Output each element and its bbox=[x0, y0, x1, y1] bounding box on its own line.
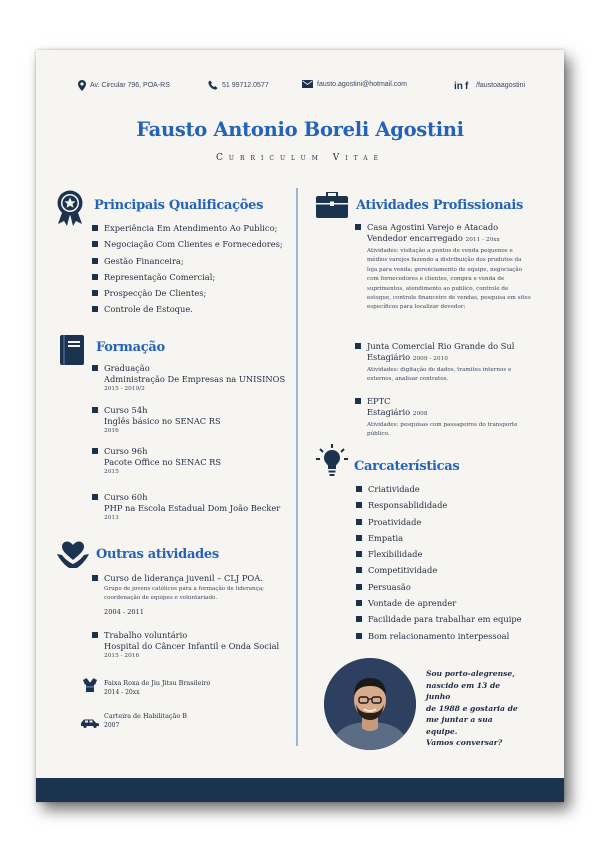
list-item: Bom relacionamento interpessoal bbox=[356, 630, 522, 646]
formacao-item: Curso 60h PHP na Escola Estadual Dom João Becker 2013 bbox=[104, 492, 280, 524]
envelope-icon bbox=[302, 80, 313, 88]
list-item: Flexibilidade bbox=[356, 548, 522, 564]
formacao-item: Graduação Administração De Empresas na UNISINOS 2015 - 2019/2 bbox=[104, 363, 285, 395]
resume-sheet bbox=[36, 50, 564, 802]
svg-text:in: in bbox=[454, 81, 463, 90]
voluntario-item: Trabalho voluntário Hospital do Câncer Infantil e Onda Social 2015 - 2016 bbox=[104, 630, 279, 662]
footer-band bbox=[36, 778, 564, 802]
award-ribbon-icon bbox=[56, 190, 84, 226]
cnh-item: Carteira de Habilitação B 2007 bbox=[104, 712, 187, 729]
atividade-item: Junta Comercial Rio Grande do Sul Estagiário 2009 - 2010 Atividades: digitação de dados, tramites internos e externos, analisar contratos. bbox=[367, 341, 514, 385]
caracteristicas-list bbox=[356, 483, 522, 646]
address-text: Av. Circular 796, POA-RS bbox=[90, 82, 170, 89]
list-item: Responsablididade bbox=[356, 499, 522, 515]
svg-text:f: f bbox=[465, 81, 469, 90]
document-subtitle: Curriculum Vitae bbox=[216, 153, 384, 163]
list-item: Competitividade bbox=[356, 564, 522, 580]
phone-icon bbox=[208, 80, 218, 90]
jiujitsu-item: Faixa Roxa de Jiu Jitsu Brasileiro 2014 - 20xx bbox=[104, 679, 211, 696]
outras-title: Outras atividades bbox=[96, 547, 219, 562]
portrait-illustration bbox=[324, 658, 416, 750]
column-divider bbox=[296, 188, 298, 746]
formacao-item: Curso 96h Pacote Office no SENAC RS 2015 bbox=[104, 446, 221, 478]
list-item: Empatia bbox=[356, 532, 522, 548]
contact-phone bbox=[208, 80, 269, 90]
briefcase-icon bbox=[316, 192, 348, 218]
atividade-item: EPTC Estagiário 2008 Atividades: pesquisas com passageiros do transporte público. bbox=[367, 396, 517, 440]
list-item: Criatividade bbox=[356, 483, 522, 499]
heart-hands-icon bbox=[56, 540, 90, 570]
formacao-item: Curso 54h Inglês básico no SENAC RS 2016 bbox=[104, 405, 221, 437]
lideranca-item: Curso de liderança juvenil – CLJ POA. Grupo de jovens católicos para a formação de liderança; coordenação de equipes e voluntariado. 2004 - 2011 bbox=[104, 573, 264, 618]
phone-text: 51 99712.0577 bbox=[222, 81, 269, 89]
qualificacoes-title: Principais Qualificações bbox=[94, 198, 264, 213]
personal-pitch: Sou porto-alegrense, nascido em 13 de junho de 1988 e gostaria de me juntar a sua equipe. Vamos conversar? bbox=[426, 669, 518, 747]
qualificacoes-list bbox=[92, 222, 283, 320]
contact-social[interactable] bbox=[454, 80, 525, 90]
list-item: Facilidade para trabalhar em equipe bbox=[356, 613, 522, 629]
list-item: Representação Comercial; bbox=[92, 271, 283, 287]
car-icon bbox=[80, 718, 100, 728]
book-icon bbox=[60, 335, 84, 365]
location-pin-icon bbox=[78, 80, 86, 91]
list-item: Vontade de aprender bbox=[356, 597, 522, 613]
list-item: Experiência Em Atendimento Ao Publico; bbox=[92, 222, 283, 238]
list-item: Gestão Financeira; bbox=[92, 255, 283, 271]
formacao-title: Formação bbox=[96, 340, 165, 355]
contact-address bbox=[78, 80, 170, 91]
list-item: Negociação Com Clientes e Fornecedores; bbox=[92, 238, 283, 254]
list-item: Prospecção De Clientes; bbox=[92, 287, 283, 303]
atividades-title: Atividades Profissionais bbox=[356, 198, 524, 213]
list-item: Persuasão bbox=[356, 581, 522, 597]
gi-kimono-icon bbox=[82, 677, 98, 693]
email-text: fausto.agostini@hotmail.com bbox=[317, 80, 407, 88]
list-item: Controle de Estoque. bbox=[92, 303, 283, 319]
profile-photo bbox=[324, 658, 416, 750]
atividade-item: Casa Agostini Varejo e Atacado Vendedor encarregado 2011 - 20xx Atividades: visitação a pontos de venda pequenos e médios varejos fazendo a distribuição dos produtos da loja para venda; gerenciamento de equipe, negociação com fornecedores e clientes, compra e venda de suprimentos, atendimento ao publico, controle de estoque, controle financeiro de vendas, pesquisa em sites específicos para localizar devedor; bbox=[367, 222, 531, 313]
lightbulb-icon bbox=[316, 444, 348, 478]
candidate-name: Fausto Antonio Boreli Agostini bbox=[136, 118, 464, 141]
list-item: Proatividade bbox=[356, 516, 522, 532]
contact-email[interactable] bbox=[302, 80, 407, 88]
social-text: /faustoaagostini bbox=[476, 81, 526, 89]
caracteristicas-title: Carcaterísticas bbox=[354, 459, 460, 474]
linkedin-facebook-icon bbox=[454, 80, 472, 90]
